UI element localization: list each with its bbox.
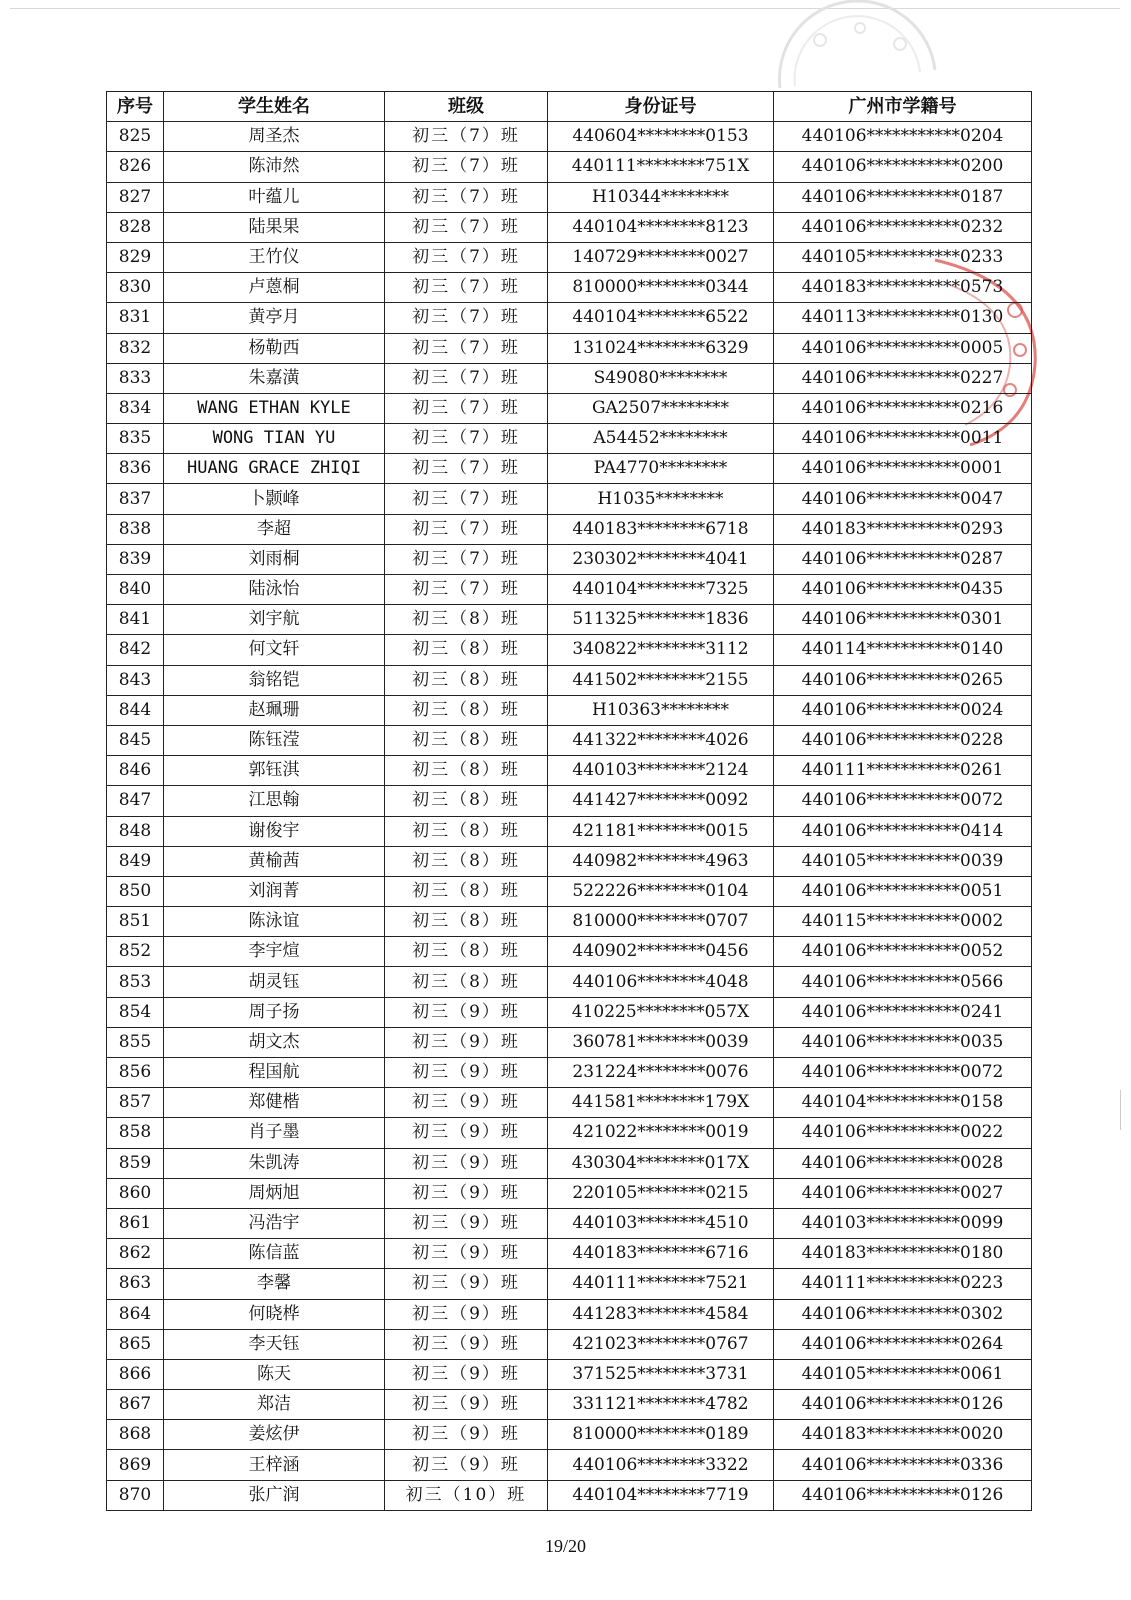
id-number-cell: 511325********1836 (548, 605, 774, 635)
student-name-cell: 叶蕴儿 (164, 182, 385, 212)
registration-number-cell: 440106***********0227 (774, 363, 1032, 393)
registration-number-cell: 440183***********0573 (774, 273, 1032, 303)
registration-number-cell: 440104***********0158 (774, 1088, 1032, 1118)
scan-edge-mark (1120, 1090, 1121, 1130)
serial-no-cell: 837 (107, 484, 164, 514)
table-row (107, 967, 1032, 997)
id-number-cell: 441322********4026 (548, 725, 774, 755)
student-name-cell: 陈钰滢 (164, 725, 385, 755)
class-cell: 初三（8）班 (385, 695, 548, 725)
registration-number-cell: 440106***********0204 (774, 122, 1032, 152)
id-number-cell: 410225********057X (548, 997, 774, 1027)
class-cell: 初三（7）班 (385, 544, 548, 574)
table-row (107, 937, 1032, 967)
serial-no-cell: 863 (107, 1269, 164, 1299)
registration-number-cell: 440106***********0051 (774, 876, 1032, 906)
student-name-cell: 黄榆茜 (164, 846, 385, 876)
header-registration-number: 广州市学籍号 (774, 92, 1032, 122)
class-cell: 初三（8）班 (385, 786, 548, 816)
student-name-cell: HUANG GRACE ZHIQI (164, 454, 385, 484)
id-number-cell: 810000********0189 (548, 1420, 774, 1450)
id-number-cell: H10363******** (548, 695, 774, 725)
class-cell: 初三（9）班 (385, 1178, 548, 1208)
id-number-cell: 371525********3731 (548, 1359, 774, 1389)
student-roster-table (106, 91, 1032, 1511)
serial-no-cell: 854 (107, 997, 164, 1027)
class-cell: 初三（9）班 (385, 1027, 548, 1057)
student-name-cell: 陆泳怡 (164, 575, 385, 605)
serial-no-cell: 862 (107, 1239, 164, 1269)
id-number-cell: 441427********0092 (548, 786, 774, 816)
serial-no-cell: 869 (107, 1450, 164, 1480)
student-name-cell: 翁铭铠 (164, 665, 385, 695)
registration-number-cell: 440114***********0140 (774, 635, 1032, 665)
serial-no-cell: 853 (107, 967, 164, 997)
registration-number-cell: 440103***********0099 (774, 1208, 1032, 1238)
table-row (107, 424, 1032, 454)
id-number-cell: 231224********0076 (548, 1058, 774, 1088)
student-name-cell: WANG ETHAN KYLE (164, 393, 385, 423)
table-row (107, 1299, 1032, 1329)
table-row (107, 333, 1032, 363)
student-name-cell: 姜炫伊 (164, 1420, 385, 1450)
student-name-cell: 刘润菁 (164, 876, 385, 906)
class-cell: 初三（8）班 (385, 907, 548, 937)
student-name-cell: 李馨 (164, 1269, 385, 1299)
table-row (107, 212, 1032, 242)
registration-number-cell: 440106***********0126 (774, 1390, 1032, 1420)
table-row (107, 786, 1032, 816)
registration-number-cell: 440106***********0228 (774, 725, 1032, 755)
id-number-cell: GA2507******** (548, 393, 774, 423)
serial-no-cell: 841 (107, 605, 164, 635)
id-number-cell: 441502********2155 (548, 665, 774, 695)
registration-number-cell: 440106***********0001 (774, 454, 1032, 484)
serial-no-cell: 844 (107, 695, 164, 725)
id-number-cell: 440104********7325 (548, 575, 774, 605)
class-cell: 初三（7）班 (385, 242, 548, 272)
registration-number-cell: 440106***********0011 (774, 424, 1032, 454)
header-student-name: 学生姓名 (164, 92, 385, 122)
table-row (107, 363, 1032, 393)
table-row (107, 695, 1032, 725)
registration-number-cell: 440106***********0047 (774, 484, 1032, 514)
registration-number-cell: 440106***********0126 (774, 1480, 1032, 1510)
id-number-cell: 441581********179X (548, 1088, 774, 1118)
id-number-cell: 440104********8123 (548, 212, 774, 242)
student-name-cell: 陈泳谊 (164, 907, 385, 937)
id-number-cell: 440106********4048 (548, 967, 774, 997)
registration-number-cell: 440105***********0233 (774, 242, 1032, 272)
serial-no-cell: 859 (107, 1148, 164, 1178)
serial-no-cell: 833 (107, 363, 164, 393)
class-cell: 初三（9）班 (385, 1148, 548, 1178)
table-row (107, 635, 1032, 665)
table-row (107, 1420, 1032, 1450)
header-id-number: 身份证号 (548, 92, 774, 122)
table-row (107, 303, 1032, 333)
student-name-cell: 周圣杰 (164, 122, 385, 152)
student-name-cell: 李超 (164, 514, 385, 544)
serial-no-cell: 855 (107, 1027, 164, 1057)
table-row (107, 454, 1032, 484)
id-number-cell: S49080******** (548, 363, 774, 393)
class-cell: 初三（9）班 (385, 1359, 548, 1389)
id-number-cell: 440103********4510 (548, 1208, 774, 1238)
table-row (107, 756, 1032, 786)
registration-number-cell: 440106***********0022 (774, 1118, 1032, 1148)
serial-no-cell: 843 (107, 665, 164, 695)
student-name-cell: 何文轩 (164, 635, 385, 665)
student-name-cell: 程国航 (164, 1058, 385, 1088)
id-number-cell: A54452******** (548, 424, 774, 454)
student-name-cell: 周炳旭 (164, 1178, 385, 1208)
registration-number-cell: 440111***********0261 (774, 756, 1032, 786)
header-serial-no: 序号 (107, 92, 164, 122)
table-row (107, 1359, 1032, 1389)
table-row (107, 273, 1032, 303)
id-number-cell: 331121********4782 (548, 1390, 774, 1420)
class-cell: 初三（9）班 (385, 1118, 548, 1148)
id-number-cell: 440104********6522 (548, 303, 774, 333)
class-cell: 初三（8）班 (385, 967, 548, 997)
table-row (107, 242, 1032, 272)
student-name-cell: 周子扬 (164, 997, 385, 1027)
class-cell: 初三（8）班 (385, 846, 548, 876)
registration-number-cell: 440106***********0052 (774, 937, 1032, 967)
class-cell: 初三（7）班 (385, 363, 548, 393)
serial-no-cell: 857 (107, 1088, 164, 1118)
id-number-cell: PA4770******** (548, 454, 774, 484)
class-cell: 初三（7）班 (385, 514, 548, 544)
registration-number-cell: 440106***********0264 (774, 1329, 1032, 1359)
class-cell: 初三（9）班 (385, 1420, 548, 1450)
table-row (107, 1239, 1032, 1269)
serial-no-cell: 861 (107, 1208, 164, 1238)
student-name-cell: 刘宇航 (164, 605, 385, 635)
id-number-cell: 421181********0015 (548, 816, 774, 846)
student-name-cell: 郑健楷 (164, 1088, 385, 1118)
registration-number-cell: 440183***********0180 (774, 1239, 1032, 1269)
registration-number-cell: 440105***********0039 (774, 846, 1032, 876)
table-row (107, 816, 1032, 846)
table-row (107, 1027, 1032, 1057)
class-cell: 初三（9）班 (385, 1239, 548, 1269)
id-number-cell: 430304********017X (548, 1148, 774, 1178)
student-name-cell: 朱嘉潢 (164, 363, 385, 393)
student-name-cell: 王竹仪 (164, 242, 385, 272)
registration-number-cell: 440106***********0035 (774, 1027, 1032, 1057)
serial-no-cell: 829 (107, 242, 164, 272)
registration-number-cell: 440106***********0566 (774, 967, 1032, 997)
registration-number-cell: 440106***********0072 (774, 1058, 1032, 1088)
registration-number-cell: 440115***********0002 (774, 907, 1032, 937)
id-number-cell: 340822********3112 (548, 635, 774, 665)
serial-no-cell: 849 (107, 846, 164, 876)
registration-number-cell: 440106***********0287 (774, 544, 1032, 574)
table-row (107, 393, 1032, 423)
id-number-cell: 440103********2124 (548, 756, 774, 786)
registration-number-cell: 440106***********0241 (774, 997, 1032, 1027)
serial-no-cell: 838 (107, 514, 164, 544)
registration-number-cell: 440106***********0414 (774, 816, 1032, 846)
serial-no-cell: 847 (107, 786, 164, 816)
table-row (107, 1118, 1032, 1148)
id-number-cell: 440982********4963 (548, 846, 774, 876)
student-name-cell: 郭钰淇 (164, 756, 385, 786)
student-name-cell: 张广润 (164, 1480, 385, 1510)
id-number-cell: 810000********0344 (548, 273, 774, 303)
serial-no-cell: 865 (107, 1329, 164, 1359)
table-row (107, 1148, 1032, 1178)
class-cell: 初三（7）班 (385, 575, 548, 605)
serial-no-cell: 836 (107, 454, 164, 484)
registration-number-cell: 440106***********0302 (774, 1299, 1032, 1329)
table-row (107, 907, 1032, 937)
student-name-cell: 江思翰 (164, 786, 385, 816)
serial-no-cell: 825 (107, 122, 164, 152)
id-number-cell: 440902********0456 (548, 937, 774, 967)
id-number-cell: 230302********4041 (548, 544, 774, 574)
serial-no-cell: 850 (107, 876, 164, 906)
registration-number-cell: 440106***********0200 (774, 152, 1032, 182)
class-cell: 初三（7）班 (385, 182, 548, 212)
table-row (107, 1480, 1032, 1510)
class-cell: 初三（7）班 (385, 454, 548, 484)
class-cell: 初三（7）班 (385, 122, 548, 152)
serial-no-cell: 830 (107, 273, 164, 303)
header-class: 班级 (385, 92, 548, 122)
registration-number-cell: 440106***********0187 (774, 182, 1032, 212)
class-cell: 初三（8）班 (385, 725, 548, 755)
serial-no-cell: 826 (107, 152, 164, 182)
class-cell: 初三（8）班 (385, 876, 548, 906)
class-cell: 初三（9）班 (385, 1450, 548, 1480)
registration-number-cell: 440113***********0130 (774, 303, 1032, 333)
student-name-cell: 杨勒西 (164, 333, 385, 363)
student-name-cell: 胡文杰 (164, 1027, 385, 1057)
id-number-cell: 440111********7521 (548, 1269, 774, 1299)
serial-no-cell: 864 (107, 1299, 164, 1329)
class-cell: 初三（9）班 (385, 1088, 548, 1118)
class-cell: 初三（8）班 (385, 937, 548, 967)
id-number-cell: H10344******** (548, 182, 774, 212)
table-row (107, 514, 1032, 544)
registration-number-cell: 440106***********0265 (774, 665, 1032, 695)
id-number-cell: 440111********751X (548, 152, 774, 182)
id-number-cell: 360781********0039 (548, 1027, 774, 1057)
student-name-cell: WONG TIAN YU (164, 424, 385, 454)
class-cell: 初三（9）班 (385, 1390, 548, 1420)
class-cell: 初三（7）班 (385, 273, 548, 303)
student-name-cell: 胡灵钰 (164, 967, 385, 997)
id-number-cell: 220105********0215 (548, 1178, 774, 1208)
registration-number-cell: 440106***********0027 (774, 1178, 1032, 1208)
student-name-cell: 李宇煊 (164, 937, 385, 967)
table-row (107, 1058, 1032, 1088)
class-cell: 初三（7）班 (385, 212, 548, 242)
id-number-cell: 440604********0153 (548, 122, 774, 152)
registration-number-cell: 440106***********0336 (774, 1450, 1032, 1480)
registration-number-cell: 440105***********0061 (774, 1359, 1032, 1389)
serial-no-cell: 860 (107, 1178, 164, 1208)
student-name-cell: 陈沛然 (164, 152, 385, 182)
serial-no-cell: 835 (107, 424, 164, 454)
table-row (107, 152, 1032, 182)
registration-number-cell: 440106***********0232 (774, 212, 1032, 242)
registration-number-cell: 440111***********0223 (774, 1269, 1032, 1299)
serial-no-cell: 852 (107, 937, 164, 967)
serial-no-cell: 868 (107, 1420, 164, 1450)
student-name-cell: 卢蒽桐 (164, 273, 385, 303)
table-row (107, 122, 1032, 152)
serial-no-cell: 834 (107, 393, 164, 423)
table-row (107, 1208, 1032, 1238)
table-row (107, 182, 1032, 212)
serial-no-cell: 856 (107, 1058, 164, 1088)
student-name-cell: 李天钰 (164, 1329, 385, 1359)
registration-number-cell: 440106***********0005 (774, 333, 1032, 363)
serial-no-cell: 839 (107, 544, 164, 574)
class-cell: 初三（8）班 (385, 635, 548, 665)
table-header-row (107, 92, 1032, 122)
class-cell: 初三（7）班 (385, 424, 548, 454)
student-name-cell: 陈天 (164, 1359, 385, 1389)
serial-no-cell: 866 (107, 1359, 164, 1389)
class-cell: 初三（10）班 (385, 1480, 548, 1510)
student-name-cell: 黄亭月 (164, 303, 385, 333)
serial-no-cell: 846 (107, 756, 164, 786)
class-cell: 初三（7）班 (385, 484, 548, 514)
class-cell: 初三（8）班 (385, 816, 548, 846)
table-body (107, 122, 1032, 1511)
registration-number-cell: 440106***********0024 (774, 695, 1032, 725)
serial-no-cell: 867 (107, 1390, 164, 1420)
table-row (107, 1450, 1032, 1480)
serial-no-cell: 858 (107, 1118, 164, 1148)
class-cell: 初三（9）班 (385, 1329, 548, 1359)
faint-seal-stamp (760, 0, 950, 90)
table-row (107, 1269, 1032, 1299)
id-number-cell: 440106********3322 (548, 1450, 774, 1480)
class-cell: 初三（8）班 (385, 756, 548, 786)
table-row (107, 575, 1032, 605)
id-number-cell: 440183********6718 (548, 514, 774, 544)
page-number: 19/20 (544, 1536, 586, 1556)
student-name-cell: 王梓涵 (164, 1450, 385, 1480)
id-number-cell: 440104********7719 (548, 1480, 774, 1510)
table-row (107, 544, 1032, 574)
id-number-cell: 441283********4584 (548, 1299, 774, 1329)
table-row (107, 997, 1032, 1027)
id-number-cell: 421023********0767 (548, 1329, 774, 1359)
class-cell: 初三（7）班 (385, 152, 548, 182)
class-cell: 初三（9）班 (385, 1058, 548, 1088)
student-name-cell: 陈信蓝 (164, 1239, 385, 1269)
table-row (107, 846, 1032, 876)
serial-no-cell: 828 (107, 212, 164, 242)
student-name-cell: 陆果果 (164, 212, 385, 242)
table-row (107, 1390, 1032, 1420)
class-cell: 初三（9）班 (385, 1208, 548, 1238)
id-number-cell: H1035******** (548, 484, 774, 514)
id-number-cell: 140729********0027 (548, 242, 774, 272)
id-number-cell: 810000********0707 (548, 907, 774, 937)
serial-no-cell: 831 (107, 303, 164, 333)
registration-number-cell: 440183***********0020 (774, 1420, 1032, 1450)
table-row (107, 1178, 1032, 1208)
id-number-cell: 440183********6716 (548, 1239, 774, 1269)
serial-no-cell: 870 (107, 1480, 164, 1510)
id-number-cell: 421022********0019 (548, 1118, 774, 1148)
student-name-cell: 朱凯涛 (164, 1148, 385, 1178)
class-cell: 初三（8）班 (385, 665, 548, 695)
id-number-cell: 522226********0104 (548, 876, 774, 906)
registration-number-cell: 440106***********0028 (774, 1148, 1032, 1178)
class-cell: 初三（7）班 (385, 333, 548, 363)
serial-no-cell: 845 (107, 725, 164, 755)
serial-no-cell: 848 (107, 816, 164, 846)
serial-no-cell: 832 (107, 333, 164, 363)
student-name-cell: 何晓桦 (164, 1299, 385, 1329)
table-row (107, 725, 1032, 755)
registration-number-cell: 440106***********0435 (774, 575, 1032, 605)
registration-number-cell: 440106***********0301 (774, 605, 1032, 635)
student-name-cell: 刘雨桐 (164, 544, 385, 574)
registration-number-cell: 440106***********0216 (774, 393, 1032, 423)
serial-no-cell: 827 (107, 182, 164, 212)
student-name-cell: 卜颢峰 (164, 484, 385, 514)
serial-no-cell: 842 (107, 635, 164, 665)
class-cell: 初三（9）班 (385, 1269, 548, 1299)
class-cell: 初三（7）班 (385, 303, 548, 333)
table-row (107, 1088, 1032, 1118)
class-cell: 初三（9）班 (385, 997, 548, 1027)
table-row (107, 876, 1032, 906)
class-cell: 初三（9）班 (385, 1299, 548, 1329)
class-cell: 初三（7）班 (385, 393, 548, 423)
registration-number-cell: 440106***********0072 (774, 786, 1032, 816)
class-cell: 初三（8）班 (385, 605, 548, 635)
student-name-cell: 谢俊宇 (164, 816, 385, 846)
serial-no-cell: 851 (107, 907, 164, 937)
student-name-cell: 冯浩宇 (164, 1208, 385, 1238)
table-row (107, 1329, 1032, 1359)
table-row (107, 665, 1032, 695)
student-name-cell: 肖子墨 (164, 1118, 385, 1148)
serial-no-cell: 840 (107, 575, 164, 605)
student-name-cell: 郑洁 (164, 1390, 385, 1420)
id-number-cell: 131024********6329 (548, 333, 774, 363)
student-name-cell: 赵珮珊 (164, 695, 385, 725)
table-row (107, 605, 1032, 635)
scan-top-edge (10, 8, 1120, 9)
registration-number-cell: 440183***********0293 (774, 514, 1032, 544)
table-row (107, 484, 1032, 514)
